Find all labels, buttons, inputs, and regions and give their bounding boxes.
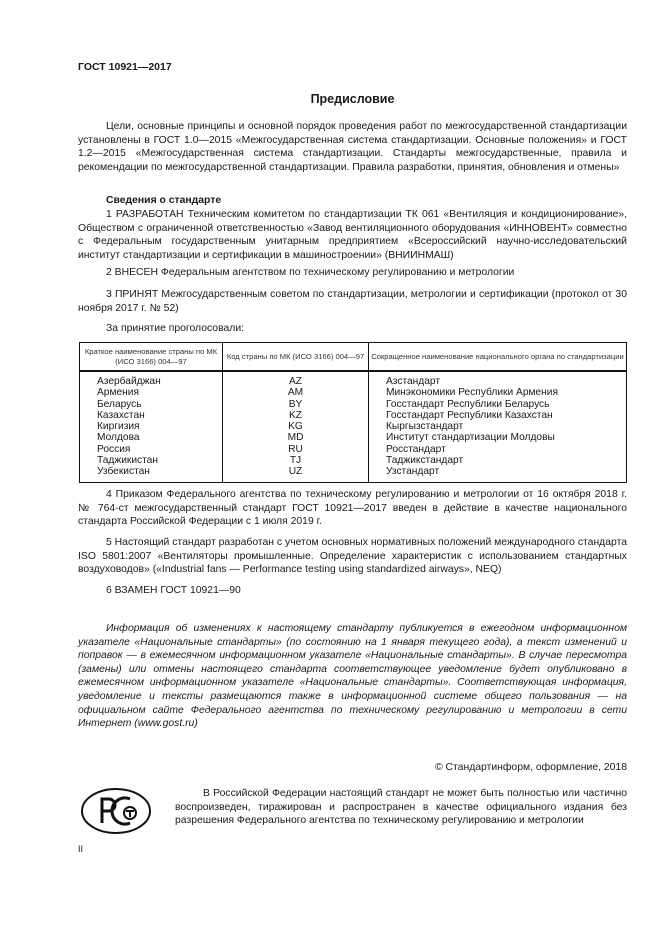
body-cell: Госстандарт Республики Беларусь bbox=[369, 399, 627, 410]
country-cell: Таджикистан bbox=[80, 455, 223, 466]
body-cell: Росстандарт bbox=[369, 444, 627, 455]
vote-label: За принятие проголосовали: bbox=[106, 323, 245, 334]
changes-info: Информация об изменениях к настоящему стандарту публикуется в ежегодном информационном указателе «Национальные стандарты» (по состоянию на 1 января текущего года), а текст изменений и поправок — в ежемесячном информационном указателе «Национальные стандарты». В случае пересмотра (замены) или отмены настоящего стандарта соответствующее уведомление будет опубликовано в ежемесячном информационном указателе «Национальные стандарты». Соответствующая информация, уведомление и тексты размещаются также в информационной системе общего пользования — на официальном сайте Федерального агентства по техническому регулированию и метрологии в сети Интернет (www.gost.ru) bbox=[78, 623, 627, 730]
body-cell: Минэкономики Республики Армения bbox=[369, 387, 627, 398]
voting-table bbox=[79, 342, 627, 483]
code-cell: TJ bbox=[223, 455, 369, 466]
table-row bbox=[80, 466, 627, 482]
country-cell: Молдова bbox=[80, 432, 223, 443]
table-row bbox=[80, 421, 627, 432]
body-cell: Азстандарт bbox=[369, 371, 627, 387]
code-cell: BY bbox=[223, 399, 369, 410]
code-cell: RU bbox=[223, 444, 369, 455]
body-cell: Госстандарт Республики Казахстан bbox=[369, 410, 627, 421]
section-heading: Сведения о стандарте bbox=[106, 195, 222, 206]
item-developed: 1 РАЗРАБОТАН Техническим комитетом по стандартизации ТК 061 «Вентиляция и кондиционирование», Обществом с ограниченной ответственностью «Завод вентиляционного оборудования «ИННОВЕНТ» совместно с Федеральным государственным унитарным предприятием «Всероссийский научно-исследовательский институт стандартизации и сертификации в машиностроении» (ВНИИНМАШ) bbox=[78, 209, 627, 261]
country-cell: Азербайджан bbox=[80, 371, 223, 387]
page-title: Предисловие bbox=[310, 92, 395, 106]
table-row bbox=[80, 444, 627, 455]
item-order: 4 Приказом Федерального агентства по техническому регулированию и метрологии от 16 октября 2018 г. № 764-ст межгосударственный стандарт ГОСТ 10921—2017 введен в действие в качестве национального стандарта Российской Федерации с 1 июля 2019 г. bbox=[78, 489, 627, 528]
country-cell: Казахстан bbox=[80, 410, 223, 421]
country-cell: Армения bbox=[80, 387, 223, 398]
rst-logo-icon bbox=[80, 787, 152, 835]
country-cell: Россия bbox=[80, 444, 223, 455]
code-cell: KG bbox=[223, 421, 369, 432]
body-cell: Узстандарт bbox=[369, 466, 627, 482]
column-header-code: Код страны по МК (ИСО 3166) 004—97 bbox=[223, 343, 369, 372]
code-cell: MD bbox=[223, 432, 369, 443]
table-row bbox=[80, 455, 627, 466]
item-basis: 5 Настоящий стандарт разработан с учетом основных нормативных положений международного стандарта ISO 5801:2007 «Вентиляторы промышленные. Определение характеристик с использованием стандартных воздуховодов» («Industrial fans — Performance testing using standardized airways», NEQ) bbox=[78, 537, 627, 576]
country-cell: Беларусь bbox=[80, 399, 223, 410]
page-number: II bbox=[78, 844, 84, 854]
table-row bbox=[80, 399, 627, 410]
country-cell: Узбекистан bbox=[80, 466, 223, 482]
copyright: © Стандартинформ, оформление, 2018 bbox=[434, 762, 627, 773]
intro-paragraph: Цели, основные принципы и основной порядок проведения работ по межгосударственной стандартизации установлены в ГОСТ 1.0—2015 «Межгосударственная система стандартизации. Основные положения» и ГОСТ 1.2—2015 «Межгосударственная система стандартизации. Стандарты межгосударственные, правила и рекомендации по межгосударственной стандартизации. Правила разработки, принятия, обновления и отмены» bbox=[78, 121, 627, 173]
code-cell: AM bbox=[223, 387, 369, 398]
code-cell: AZ bbox=[223, 371, 369, 387]
code-cell: UZ bbox=[223, 466, 369, 482]
country-cell: Киргизия bbox=[80, 421, 223, 432]
copyright-notice: В Российской Федерации настоящий стандарт не может быть полностью или частично воспроизведен, тиражирован и распространен в качестве официального издания без разрешения Федерального агентства по техническому регулированию и метрологии bbox=[175, 788, 627, 827]
body-cell: Таджикстандарт bbox=[369, 455, 627, 466]
item-replaces: 6 ВЗАМЕН ГОСТ 10921—90 bbox=[106, 585, 241, 596]
body-cell: Институт стандартизации Молдовы bbox=[369, 432, 627, 443]
column-header-country: Краткое наименование страны по МК (ИСО 3166) 004—97 bbox=[80, 343, 223, 372]
table-row bbox=[80, 410, 627, 421]
code-cell: KZ bbox=[223, 410, 369, 421]
table-row bbox=[80, 387, 627, 398]
item-adopted: 3 ПРИНЯТ Межгосударственным советом по стандартизации, метрологии и сертификации (протокол от 30 ноября 2017 г. № 52) bbox=[78, 289, 627, 314]
table-row bbox=[80, 432, 627, 443]
table-row bbox=[80, 371, 627, 387]
item-introduced: 2 ВНЕСЕН Федеральным агентством по техническому регулированию и метрологии bbox=[106, 267, 515, 278]
column-header-body: Сокращенное наименование национального органа по стандартизации bbox=[369, 343, 627, 372]
document-header: ГОСТ 10921—2017 bbox=[78, 61, 172, 73]
body-cell: Кыргызстандарт bbox=[369, 421, 627, 432]
